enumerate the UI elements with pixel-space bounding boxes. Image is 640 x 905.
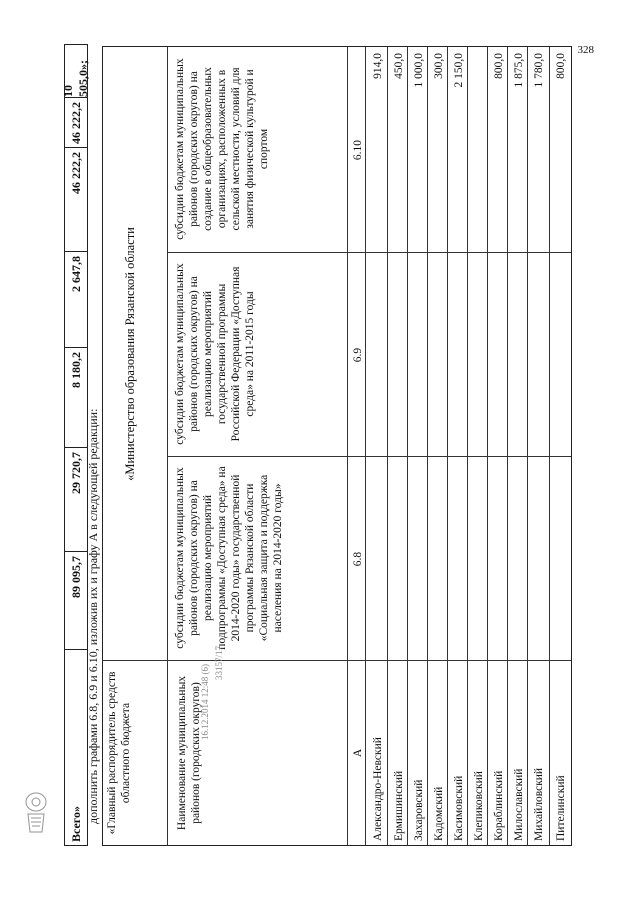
rotated-sheet	[58, 38, 578, 858]
district-name: Клепиковский	[473, 771, 485, 841]
distributor-name: «Министерство образования Рязанской области	[123, 227, 137, 481]
district-name: Михайловский	[533, 767, 545, 841]
district-name: Захаровский	[413, 779, 425, 841]
district-name: Касимовский	[453, 775, 465, 841]
col-number: 6.9	[352, 347, 364, 363]
totals-value: 2 647,8	[65, 251, 87, 347]
page-number: 328	[577, 44, 594, 56]
totals-value: 8 180,2	[65, 347, 87, 447]
totals-value: 89 095,7	[65, 551, 87, 649]
district-value: 450,0	[393, 53, 405, 79]
district-value: 300,0	[433, 53, 445, 79]
totals-label: Всего»	[65, 649, 87, 845]
district-value: 800,0	[555, 53, 567, 79]
col-a-header: Наименование муниципальных районов (городских округов)	[176, 675, 203, 831]
col-number: 6.10	[352, 139, 364, 161]
totals-value: 46 222,2	[65, 97, 87, 147]
district-name: Кораблинский	[493, 770, 505, 841]
totals-value: 46 222,2	[65, 147, 87, 251]
district-value: 1 000,0	[413, 53, 425, 88]
district-value: 1 875,0	[513, 53, 525, 88]
subsidy-table	[102, 46, 572, 846]
print-timestamp: 16.12.2014 12:48 (6)	[200, 664, 210, 740]
district-name: Милославский	[513, 768, 525, 841]
totals-row	[61, 44, 90, 846]
totals-value: 29 720,7	[65, 447, 87, 551]
registry-stamp-icon	[20, 790, 52, 836]
district-value: 2 150,0	[453, 53, 465, 88]
district-name: Александро-Невский	[372, 737, 384, 841]
district-value: 1 780,0	[533, 53, 545, 88]
col-number: 6.8	[352, 551, 364, 567]
district-name: Кадомский	[433, 786, 445, 841]
col-69-header: субсидии бюджетам муниципальных районов (городских округов) на реализацию мероприятий государственной программы Российской Федерации «Доступная среда» на 2011-2015 годы	[174, 263, 257, 445]
distributor-label: «Главный распорядитель средств областного бюджета	[106, 671, 133, 835]
amendment-instruction: дополнить графами 6.8, 6.9 и 6.10, изложив их и графу А в следующей редакции:	[86, 408, 100, 824]
col-610-header: субсидии бюджетам муниципальных районов (городских округов) на создание в общеобразовательных организациях, расположенных в сельской местности, условий для занятия физической культурой и спортом	[174, 58, 271, 240]
col-68-header: субсидии бюджетам муниципальных районов (городских округов) на реализацию мероприятий подпрограммы «Доступная среда» на 2014-2020 годы» государственной программы Рязанской области «Социальная защита и поддержка населения на 2014-2020 годы»	[174, 466, 285, 650]
district-value: 914,0	[372, 53, 384, 79]
document-code: 33157/17	[214, 645, 224, 680]
district-name: Пителинский	[555, 775, 567, 841]
col-number: А	[352, 748, 364, 758]
totals-value: 10 505,0»;	[61, 60, 90, 97]
district-name: Ермишинский	[393, 770, 405, 841]
district-value: 800,0	[493, 53, 505, 79]
